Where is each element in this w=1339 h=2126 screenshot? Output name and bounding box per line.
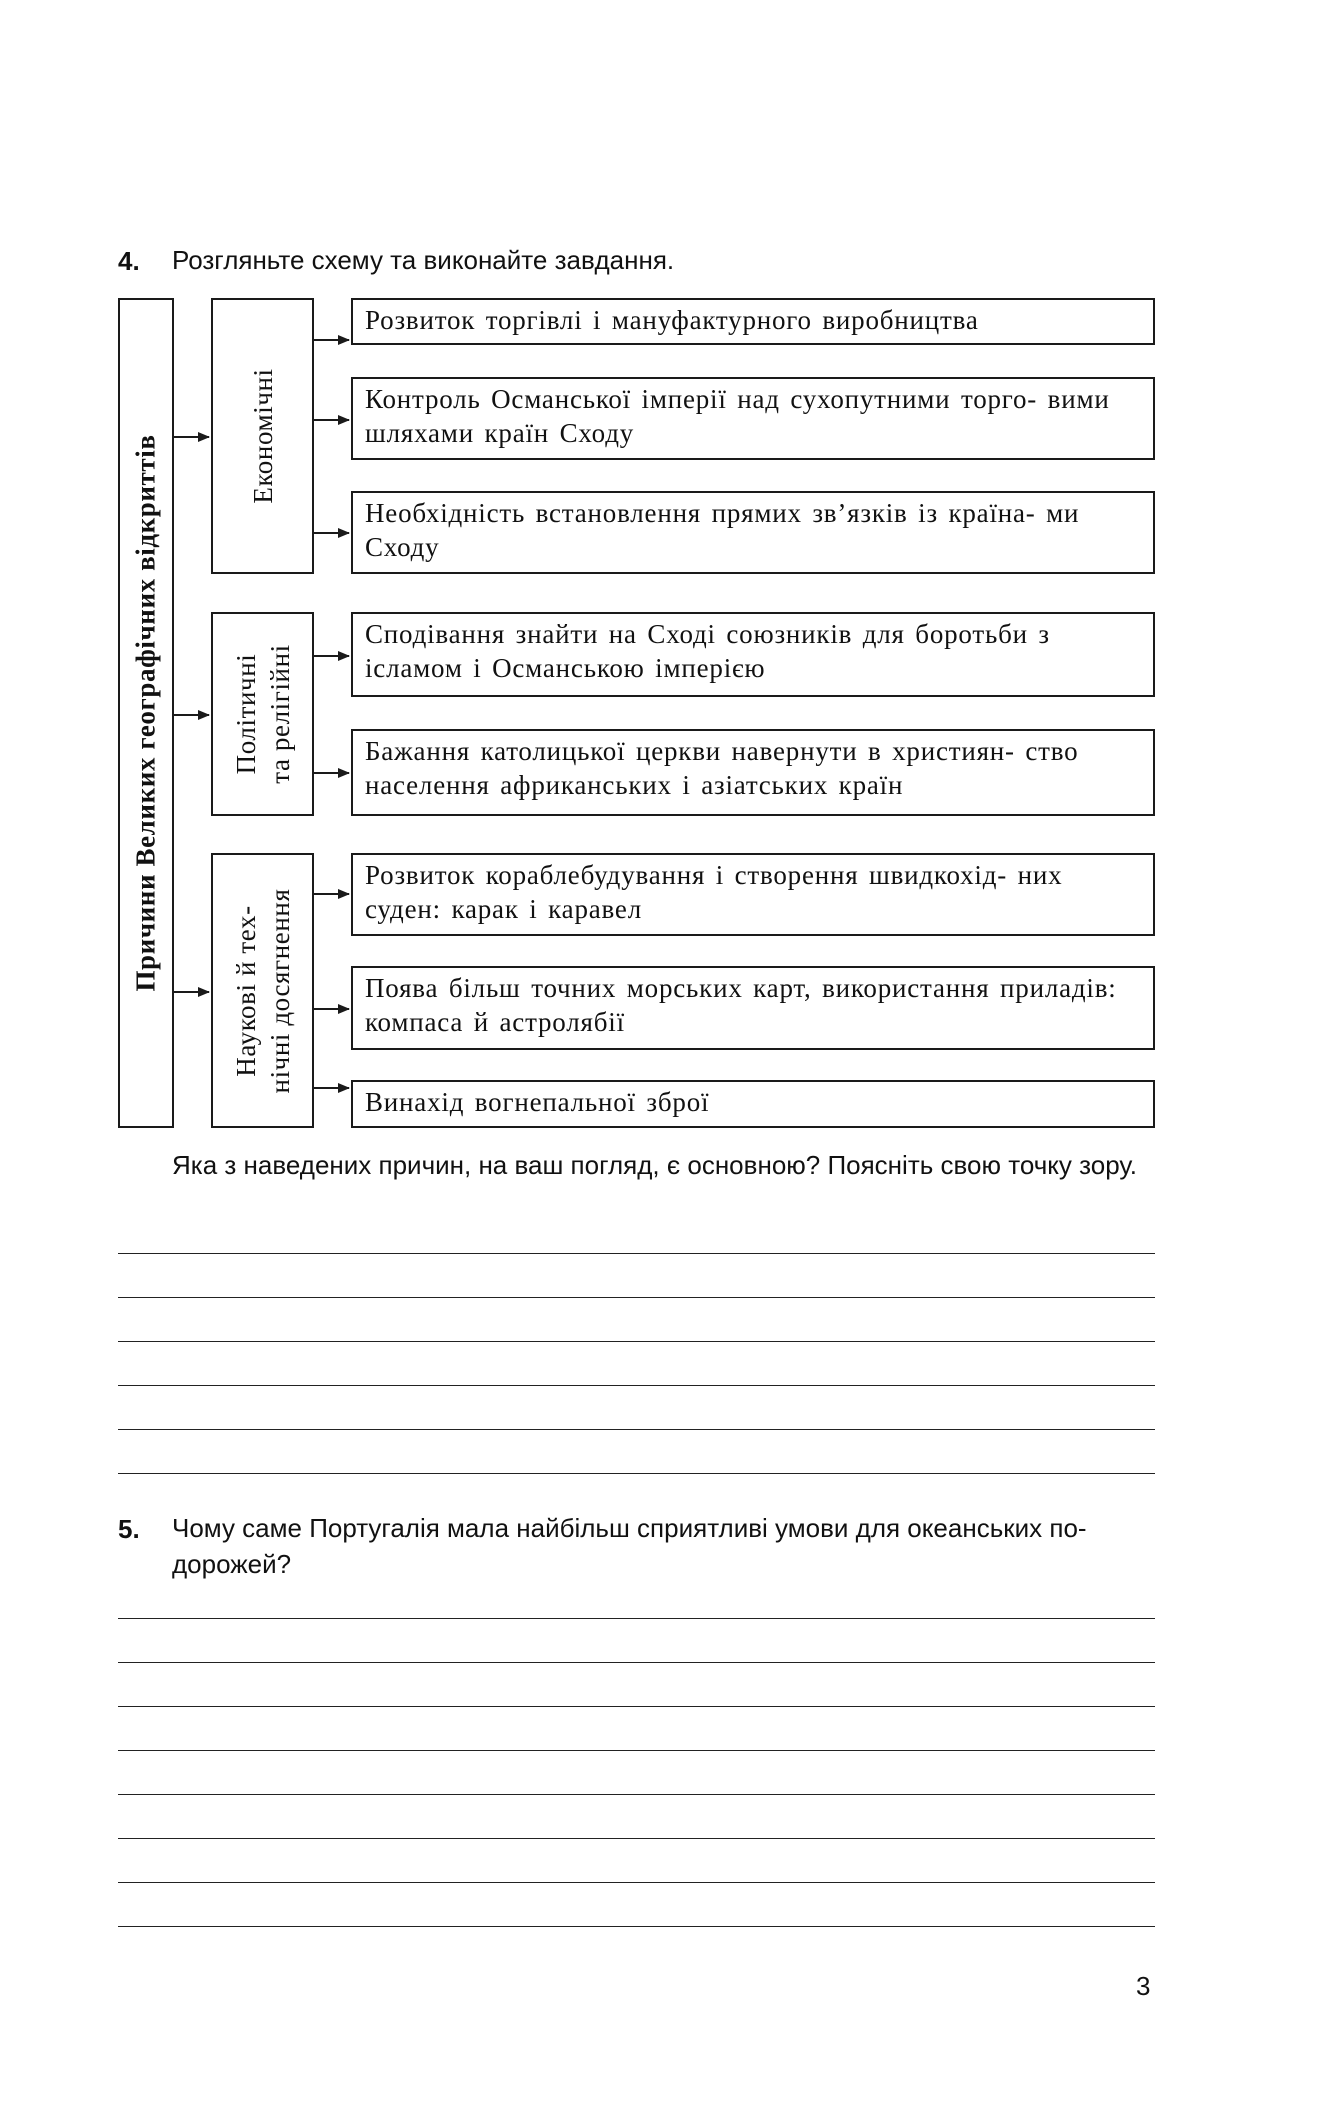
- task-5-question: Чому саме Португалія мала найбільш сприятливі умови для океанських по- дорожей?: [172, 1513, 1087, 1579]
- answer-line[interactable]: [118, 1341, 1155, 1342]
- task-4-number: 4.: [118, 246, 140, 276]
- answer-line[interactable]: [118, 1618, 1155, 1619]
- answer-line[interactable]: [118, 1794, 1155, 1795]
- cause-box: Необхідність встановлення прямих зв’язків із країна- ми Сходу: [351, 491, 1155, 574]
- task-5-number: 5.: [118, 1514, 140, 1544]
- category-political-label: Політичні та релігійні: [230, 644, 295, 784]
- answer-line[interactable]: [118, 1662, 1155, 1663]
- cause-box: Бажання католицької церкви навернути в християн- ство населення африканських і азіатських країн: [351, 729, 1155, 816]
- cause-box: Поява більш точних морських карт, використання приладів: компаса й астролябії: [351, 966, 1155, 1050]
- cause-box: Розвиток торгівлі і мануфактурного виробництва: [351, 298, 1155, 345]
- answer-line[interactable]: [118, 1253, 1155, 1254]
- answer-line[interactable]: [118, 1882, 1155, 1883]
- answer-line[interactable]: [118, 1926, 1155, 1927]
- cause-box: Сподівання знайти на Сході союзників для боротьби з ісламом і Османською імперією: [351, 612, 1155, 697]
- answer-line[interactable]: [118, 1838, 1155, 1839]
- main-cause-label: Причини Великих географічних відкриттів: [130, 434, 161, 992]
- answer-line[interactable]: [118, 1750, 1155, 1751]
- answer-line[interactable]: [118, 1297, 1155, 1298]
- category-economic-label: Економічні: [247, 368, 278, 504]
- cause-box: Винахід вогнепальної зброї: [351, 1080, 1155, 1128]
- cause-box: Розвиток кораблебудування і створення швидкохід- них суден: карак і каравел: [351, 853, 1155, 936]
- task-4-question: Яка з наведених причин, на ваш погляд, є основною? Поясніть свою точку зору.: [172, 1150, 1138, 1180]
- page-number: 3: [1136, 1971, 1151, 2001]
- answer-line[interactable]: [118, 1385, 1155, 1386]
- task-4-instruction: Розгляньте схему та виконайте завдання.: [172, 245, 675, 275]
- category-science-label: Наукові й тех- нічні досягнення: [230, 888, 295, 1093]
- cause-box: Контроль Османської імперії над сухопутними торго- вими шляхами країн Сходу: [351, 377, 1155, 460]
- answer-line[interactable]: [118, 1429, 1155, 1430]
- answer-line[interactable]: [118, 1473, 1155, 1474]
- answer-line[interactable]: [118, 1706, 1155, 1707]
